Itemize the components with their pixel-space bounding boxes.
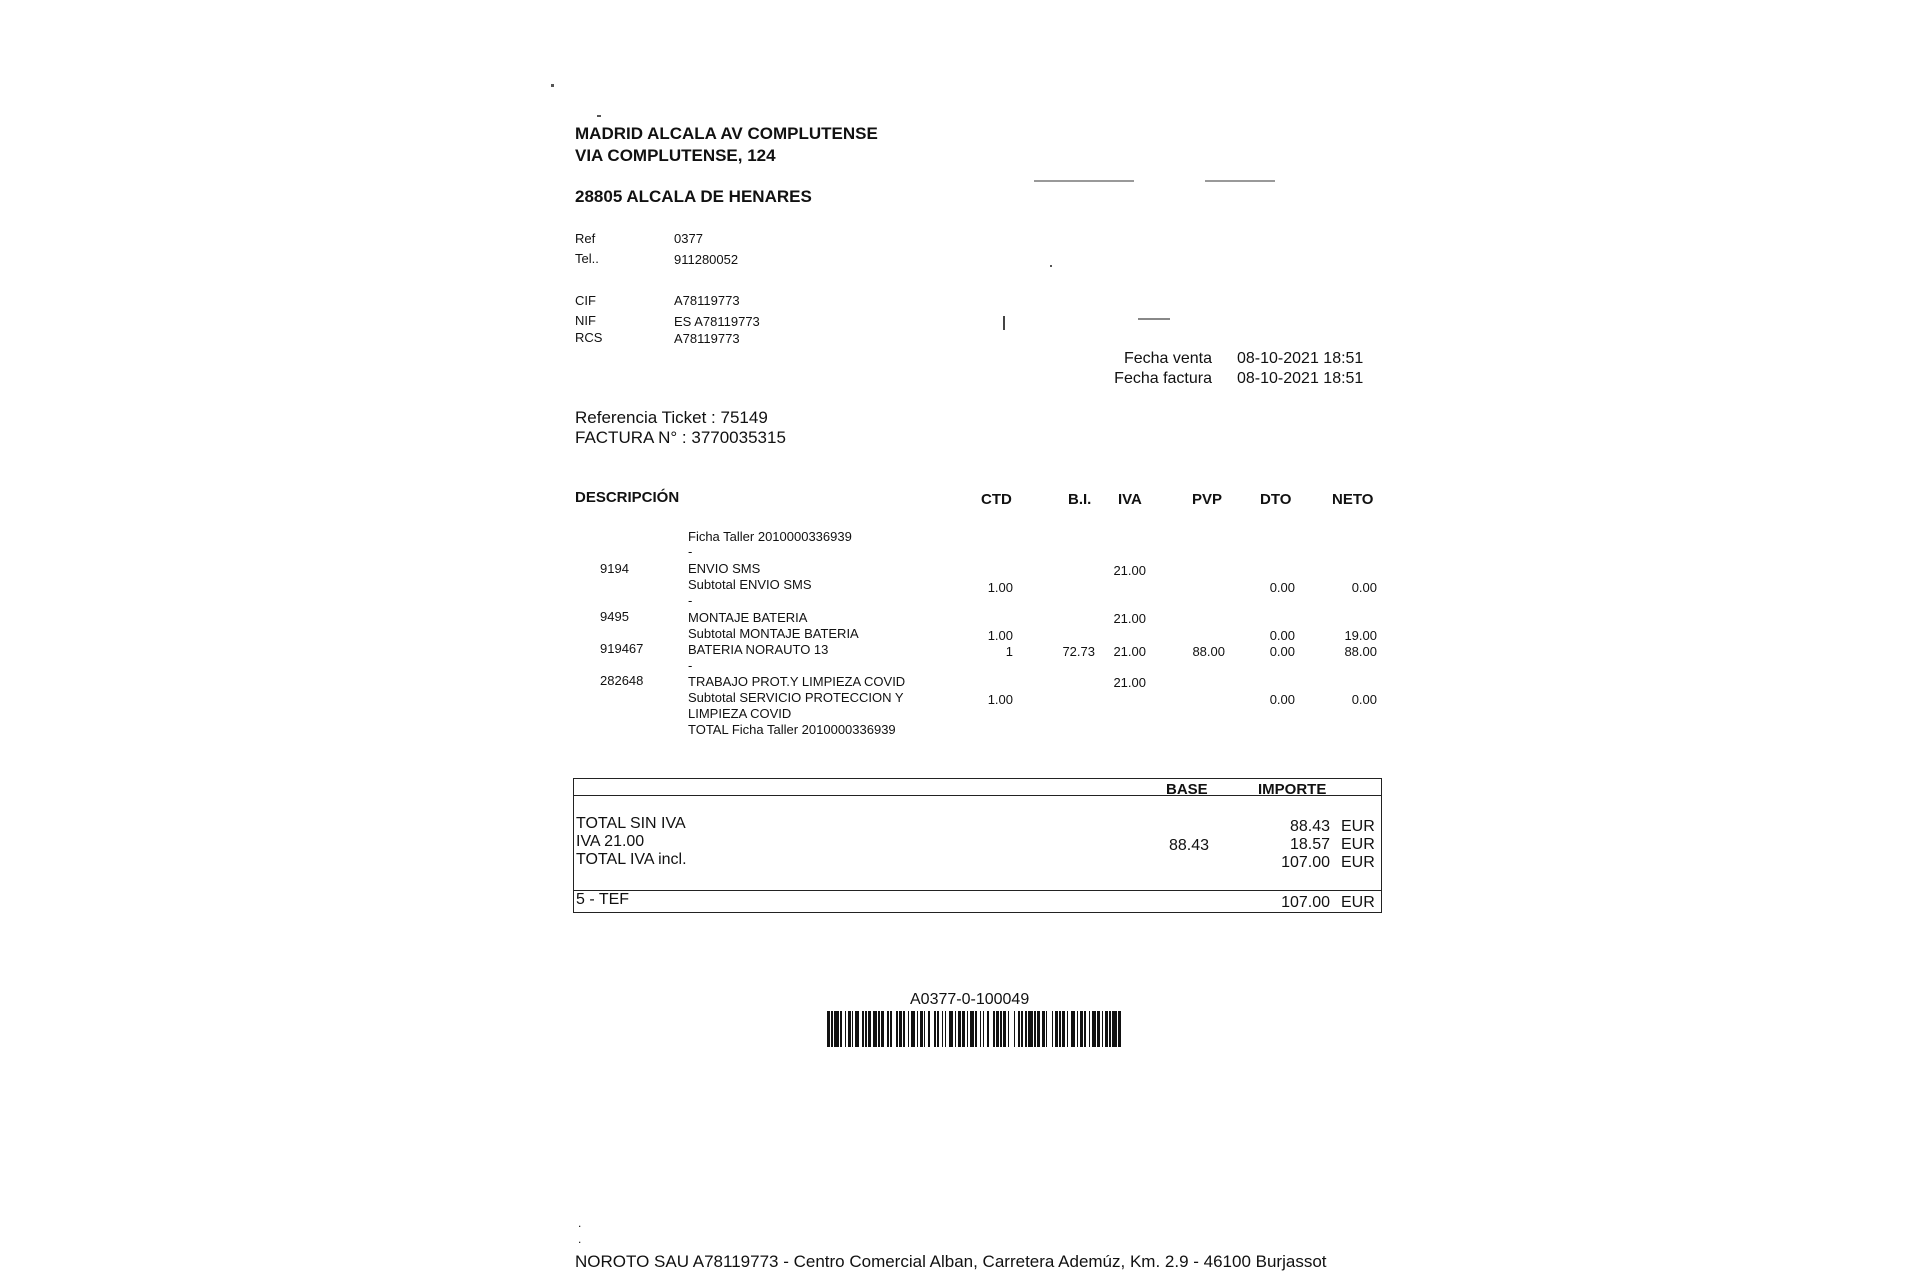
item-dto: 0.00 xyxy=(1269,580,1295,595)
total-iva-incl-label: TOTAL IVA incl. xyxy=(576,851,687,868)
item-ctd: 1 xyxy=(1005,644,1013,659)
item-pvp: 88.00 xyxy=(1192,644,1225,659)
item-subtotal: Subtotal SERVICIO PROTECCION Y xyxy=(688,690,904,705)
item-bi: 72.73 xyxy=(1062,644,1095,659)
item-ctd: 1.00 xyxy=(987,580,1013,595)
item-ctd: 1.00 xyxy=(987,692,1013,707)
item-iva: 21.00 xyxy=(1113,644,1146,659)
line-separator: - xyxy=(688,658,693,673)
item-description: BATERIA NORAUTO 13 xyxy=(688,642,829,657)
item-description: ENVIO SMS xyxy=(688,561,761,576)
col-iva: IVA xyxy=(1118,491,1142,508)
base-value: 88.43 xyxy=(1168,837,1209,854)
footer-company: NOROTO SAU A78119773 - Centro Comercial Alban, Carretera Ademúz, Km. 2.9 - 46100 Burjassot xyxy=(575,1252,1327,1271)
item-code: 282648 xyxy=(600,673,644,688)
scan-speck xyxy=(1138,318,1170,320)
col-neto: NETO xyxy=(1332,491,1374,508)
item-dto: 0.00 xyxy=(1269,644,1295,659)
item-dto: 0.00 xyxy=(1269,692,1295,707)
scan-speck xyxy=(597,115,601,117)
item-code: 9495 xyxy=(600,609,629,624)
scan-speck xyxy=(551,84,554,87)
tel-value: 911280052 xyxy=(674,252,739,267)
item-ctd: 1.00 xyxy=(987,628,1013,643)
store-city: 28805 ALCALA DE HENARES xyxy=(575,187,812,206)
invoice-number: FACTURA N° : 3770035315 xyxy=(575,428,786,447)
item-dto: 0.00 xyxy=(1269,628,1295,643)
item-iva: 21.00 xyxy=(1113,611,1146,626)
currency: EUR xyxy=(1341,836,1375,853)
cif-value: A78119773 xyxy=(674,293,740,308)
importe-total: 107.00 xyxy=(1281,854,1330,871)
item-subtotal: Subtotal ENVIO SMS xyxy=(688,577,812,592)
barcode xyxy=(827,1011,1122,1047)
fecha-factura-value: 08-10-2021 18:51 xyxy=(1237,370,1364,387)
totals-col-importe: IMPORTE xyxy=(1258,781,1327,798)
importe-iva: 18.57 xyxy=(1289,836,1330,853)
tel-label: Tel.. xyxy=(575,251,599,266)
item-neto: 19.00 xyxy=(1344,628,1377,643)
footer-dot: . xyxy=(578,1232,582,1246)
total-ficha-taller: TOTAL Ficha Taller 2010000336939 xyxy=(688,722,896,737)
store-name: MADRID ALCALA AV COMPLUTENSE xyxy=(575,124,878,143)
rcs-value: A78119773 xyxy=(674,331,740,346)
fecha-factura-label: Fecha factura xyxy=(1114,370,1212,387)
col-ctd: CTD xyxy=(981,491,1012,508)
scan-speck xyxy=(1003,316,1005,330)
item-subtotal: Subtotal MONTAJE BATERIA xyxy=(688,626,859,641)
scan-speck xyxy=(1034,180,1134,182)
col-descripcion: DESCRIPCIÓN xyxy=(575,489,680,506)
ref-value: 0377 xyxy=(674,231,703,246)
ficha-taller: Ficha Taller 2010000336939 xyxy=(688,529,852,544)
item-iva: 21.00 xyxy=(1113,675,1146,690)
item-code: 9194 xyxy=(600,561,629,576)
footer-dot: . xyxy=(578,1216,582,1230)
item-subtotal-continued: LIMPIEZA COVID xyxy=(688,706,792,721)
rcs-label: RCS xyxy=(575,330,603,345)
item-neto: 0.00 xyxy=(1351,580,1377,595)
col-dto: DTO xyxy=(1260,491,1292,508)
fecha-venta-label: Fecha venta xyxy=(1123,350,1212,367)
ref-label: Ref xyxy=(575,231,596,246)
line-separator: - xyxy=(688,544,693,559)
payment-amount: 107.00 xyxy=(1281,894,1330,911)
iva-rate-label: IVA 21.00 xyxy=(576,833,645,850)
line-separator: - xyxy=(688,593,693,608)
currency: EUR xyxy=(1341,818,1375,835)
totals-col-base: BASE xyxy=(1166,781,1208,798)
store-address: VIA COMPLUTENSE, 124 xyxy=(575,146,776,165)
importe-sin-iva: 88.43 xyxy=(1289,818,1330,835)
payment-method: 5 - TEF xyxy=(576,891,630,908)
barcode-number: A0377-0-100049 xyxy=(910,991,1030,1008)
totals-payment-rule xyxy=(573,890,1382,891)
nif-value: ES A78119773 xyxy=(674,314,760,329)
item-description: TRABAJO PROT.Y LIMPIEZA COVID xyxy=(688,674,906,689)
col-pvp: PVP xyxy=(1192,491,1223,508)
item-code: 919467 xyxy=(600,641,644,656)
barcode-bar xyxy=(1118,1011,1121,1047)
nif-label: NIF xyxy=(575,313,596,328)
item-neto: 0.00 xyxy=(1351,692,1377,707)
item-description: MONTAJE BATERIA xyxy=(688,610,808,625)
total-sin-iva-label: TOTAL SIN IVA xyxy=(576,815,686,832)
col-bi: B.I. xyxy=(1068,491,1092,508)
currency: EUR xyxy=(1341,854,1375,871)
currency: EUR xyxy=(1341,894,1375,911)
scan-speck xyxy=(1205,180,1275,182)
fecha-venta-value: 08-10-2021 18:51 xyxy=(1237,350,1364,367)
cif-label: CIF xyxy=(575,293,596,308)
item-iva: 21.00 xyxy=(1113,563,1146,578)
scan-speck xyxy=(1050,265,1052,267)
ticket-reference: Referencia Ticket : 75149 xyxy=(575,408,768,427)
item-neto: 88.00 xyxy=(1344,644,1377,659)
